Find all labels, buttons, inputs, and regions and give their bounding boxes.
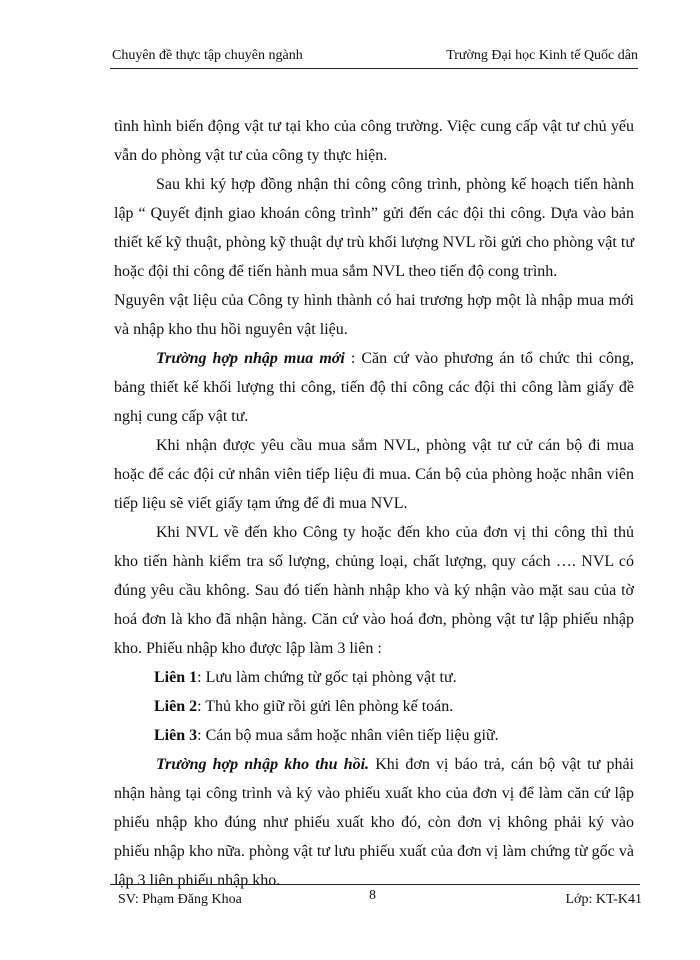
paragraph-5: Khi nhận được yêu cầu mua sắm NVL, phòng vật tư cử cán bộ đi mua hoặc để các đội cử nhân viên tiếp liệu đi mua. Cán bộ của phòng hoặc nhân viên tiếp liệu sẽ viết giấy tạm ứng để đi mua NVL. <box>114 437 634 512</box>
footer-student: SV: Phạm Đăng Khoa <box>118 892 242 907</box>
paragraph-7 <box>114 750 634 895</box>
header-right-title: Trường Đại học Kinh tế Quốc dân <box>446 48 638 63</box>
lien-label: Liên 3 <box>154 727 198 744</box>
paragraph-4-text: : Căn cứ vào phương án tổ chức thi công, bảng thiết kế khối lượng thi công, tiến độ thi công các đội thi công làm giấy đề nghị cung cấp vật tư. <box>114 350 635 425</box>
lien-item-3 <box>114 721 634 750</box>
paragraph-3: Nguyên vật liệu của Công ty hình thành có hai trương hợp một là nhập mua mới và nhập kho thu hồi nguyên vật liệu. <box>114 292 634 338</box>
lien-item-1 <box>114 663 634 692</box>
footer-divider <box>110 884 640 885</box>
lien-text: : Lưu làm chứng từ gốc tại phòng vật tư. <box>197 669 457 686</box>
page-number: 8 <box>369 888 376 903</box>
lien-label: Liên 1 <box>154 669 198 686</box>
footer-class: Lớp: KT-K41 <box>565 892 642 907</box>
paragraph-6: Khi NVL về đến kho Công ty hoặc đến kho của đơn vị thi công thì thủ kho tiến hành kiểm tra số lượng, chủng loại, chất lượng, quy cách …. NVL có đúng yêu cầu không. Sau đó tiến hành nhập kho và ký nhận vào mặt sau của tờ hoá đơn là kho đã nhận hàng. Căn cứ vào hoá đơn, phòng vật tư lập phiếu nhập kho. Phiếu nhập kho được lập làm 3 liên : <box>114 524 634 657</box>
paragraph-2: Sau khi ký hợp đồng nhận thi công công trình, phòng kế hoạch tiến hành lập “ Quyết định giao khoán công trình” gửi đến các đội thi công. Dựa vào bản thiết kế kỹ thuật, phòng kỹ thuật dự trù khối lượng NVL rồi gửi cho phòng vật tư hoặc đội thi công để tiến hành mua sắm NVL theo tiến độ cong trình. <box>114 176 634 280</box>
header-left-title: Chuyên đề thực tập chuyên ngành <box>112 48 303 63</box>
paragraph-4 <box>114 344 634 431</box>
paragraph-7-text: Khi đơn vị báo trả, cán bộ vật tư phải nhận hàng tại công trình và ký vào phiếu xuất kho của đơn vị để làm căn cứ lập phiếu nhập kho đúng như phiếu xuất kho đó, còn đơn vị không phải ký vào phiếu nhập kho nữa. phòng vật tư lưu phiếu xuất của đơn vị làm chứng từ gốc và lập 3 liên phiếu nhập kho. <box>114 756 634 889</box>
heading-nhap-mua-moi: Trường hợp nhập mua mới <box>156 350 345 367</box>
page-header <box>110 48 638 69</box>
lien-label: Liên 2 <box>154 698 198 715</box>
paragraph-1: tình hình biến động vật tư tại kho của công trường. Việc cung cấp vật tư chủ yếu vẫn do phòng vật tư của công ty thực hiện. <box>114 118 634 164</box>
heading-nhap-kho-thu-hoi: Trường hợp nhập kho thu hồi. <box>156 756 370 773</box>
lien-text: : Thủ kho giữ rồi gửi lên phòng kế toán. <box>197 698 454 715</box>
document-body <box>114 112 634 895</box>
lien-text: : Cán bộ mua sắm hoặc nhân viên tiếp liệu giữ. <box>197 727 499 744</box>
lien-item-2 <box>114 692 634 721</box>
